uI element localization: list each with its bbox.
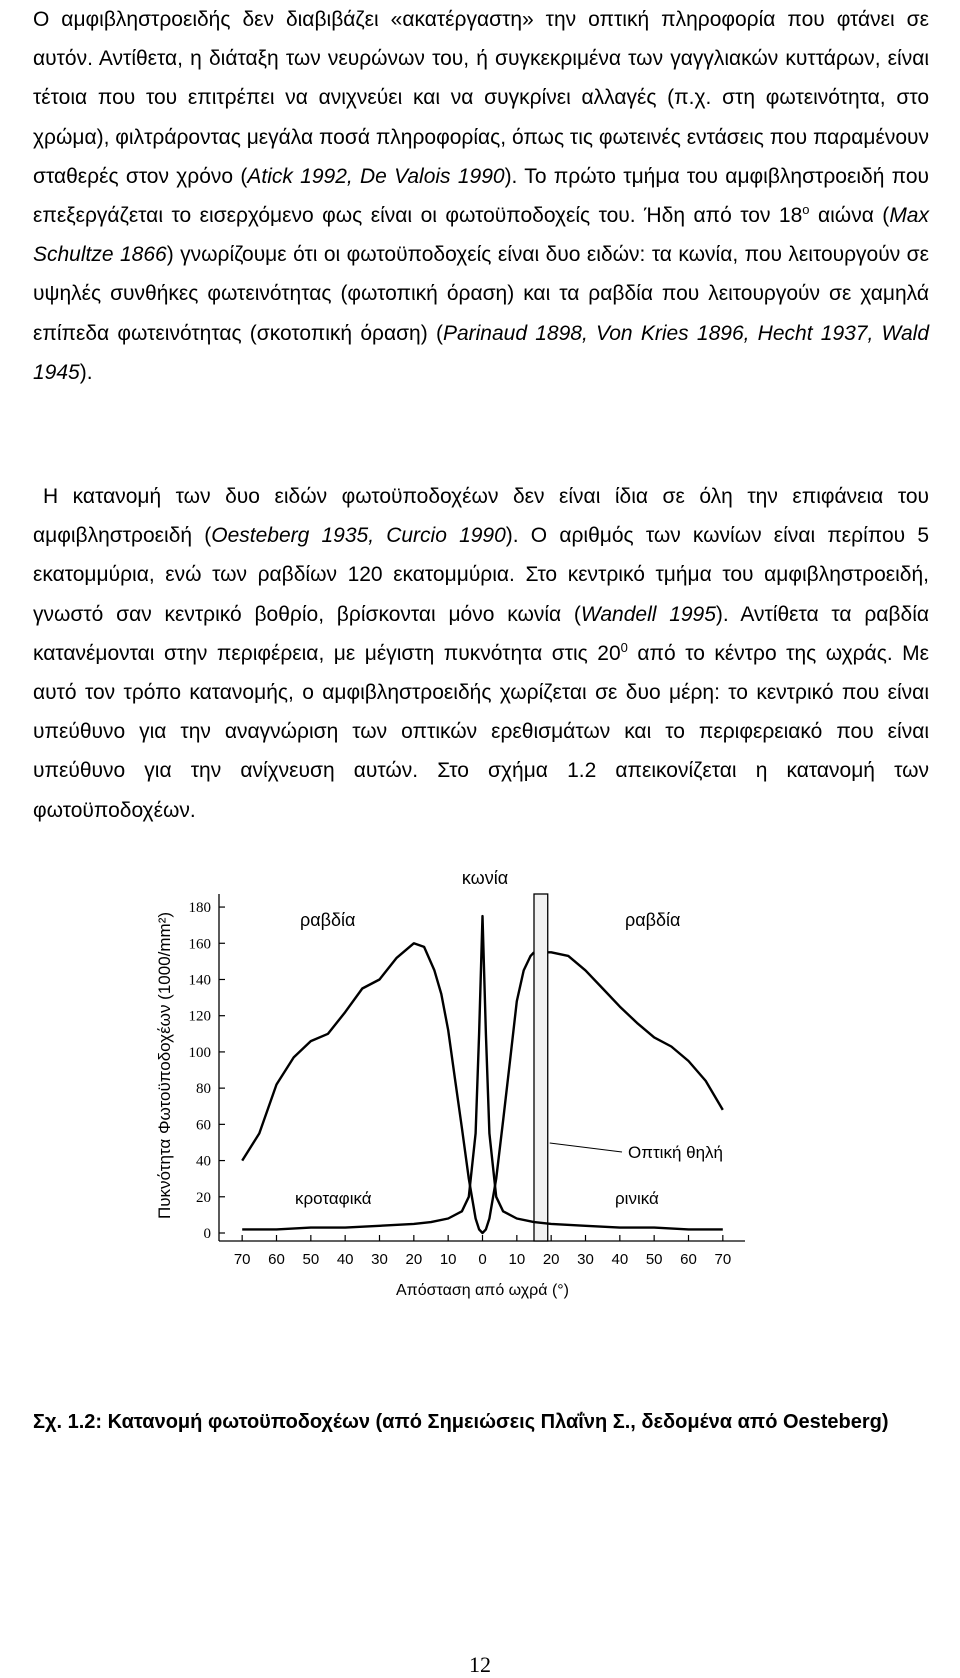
x-tick-label: 20 [542, 1251, 560, 1268]
y-tick-label: 20 [196, 1189, 211, 1206]
paragraph-1-text: Ο αμφιβληστροειδής δεν διαβιβάζει «ακατέργαστη» την οπτική πληροφορία που φτάνει σε αυτόν. Αντίθετα, η διάταξη των νευρώνων του, ή συγκεκριμένα των γαγγλιακών κυττάρων, είναι τέτοια που του επιτρέπει να ανιχνεύει και να συγκρίνει αλλαγές (π.χ. στη φωτεινότητα, στο χρώμα), φιλτράροντας μεγάλα ποσά πληροφορίας, όπως τις φωτεινές εντάσεις που παραμένουν σταθερές στον χρόνο ( [33, 8, 929, 188]
superscript: ο [802, 202, 810, 218]
optic-disc-band [534, 894, 548, 1241]
y-axis-label: Πυκνότητα Φωτοϋποδοχέων (1000/mm²) [155, 911, 174, 1220]
y-tick-label: 40 [196, 1153, 211, 1170]
paragraph-1-text: ). [79, 360, 93, 384]
y-tick-label: 80 [196, 1081, 211, 1098]
page-number: 12 [469, 1652, 491, 1677]
y-tick-label: 140 [188, 972, 211, 989]
x-tick-label: 30 [371, 1251, 388, 1268]
paragraph-1-text: ). Το πρώτο τμήμα του αμφιβληστροειδή που επεξεργάζεται το εισερχόμενο φως είναι οι φωτοϋποδοχείς του. Ήδη από τον 18 [33, 164, 930, 228]
paragraph-2-text: ). Αντίθετα τα ραβδία κατανέμονται στην περιφέρεια, με μέγιστη πυκνότητα στις 20 [33, 602, 929, 665]
y-tick-label: 0 [203, 1226, 211, 1242]
citation: Oesteberg 1935, Curcio 1990 [211, 524, 506, 548]
x-tick-label: 20 [405, 1251, 423, 1268]
paragraph-1-text: ) γνωρίζουμε ότι οι φωτοϋποδοχείς είναι δυο ειδών: τα κωνία, που λειτουργούν σε υψηλές συνθήκες φωτεινότητας (φωτοπική όραση) και τα ραβδία που λειτουργούν σε χαμηλά επίπεδα φωτεινότητας (σκοτοπική όραση) ( [33, 243, 929, 345]
photoreceptor-chart [150, 868, 920, 1420]
paragraph-1-text: αιώνα ( [809, 204, 890, 228]
x-tick-label: 70 [714, 1251, 732, 1268]
series-line-cones [242, 916, 723, 1229]
figure-caption: Σχ. 1.2: Κατανομή φωτοϋποδοχέων (από Σημειώσεις Πλαΐνη Σ., δεδομένα από Oesteberg) [33, 1411, 889, 1433]
x-tick-label: 40 [336, 1251, 354, 1268]
region-label-temporal: κροταφικά [295, 1189, 372, 1208]
x-tick-label: 50 [302, 1251, 320, 1268]
x-tick-label: 50 [645, 1251, 663, 1268]
x-tick-label: 30 [577, 1251, 594, 1268]
citation: Max Schultze 1866 [33, 204, 929, 267]
x-axis-label: Απόσταση από ωχρά (°) [396, 1282, 569, 1299]
x-tick-label: 60 [680, 1251, 697, 1268]
series-label-cones: κωνία [461, 868, 509, 888]
series-label-rods-left: ραβδία [300, 910, 356, 930]
paragraph-1 [33, 0, 929, 392]
optic-disc-label: Οπτική θηλή [628, 1143, 723, 1162]
paragraph-2 [33, 477, 929, 830]
paragraph-2-text: από το κέντρο της ωχράς. Με αυτό τον τρόπο κατανομής, ο αμφιβληστροειδής χωρίζεται σε δυο μέρη: το κεντρικό που είναι υπεύθυνο για την αναγνώριση των οπτικών ερεθισμάτων και το περιφερειακό που είναι υπεύθυνο για την ανίχνευση αυτών. Στο σχήμα 1.2 απεικονίζεται η κατανομή των φωτοϋποδοχέων. [33, 641, 930, 822]
series-label-rods-right: ραβδία [625, 910, 681, 930]
y-tick-label: 160 [188, 936, 211, 953]
region-label-nasal: ρινικά [615, 1189, 659, 1208]
x-tick-label: 70 [233, 1251, 251, 1268]
y-tick-label: 100 [188, 1044, 211, 1061]
paragraph-2-text: ). Ο αριθμός των κωνίων είναι περίπου 5 εκατομμύρια, ενώ των ραβδίων 120 εκατομμύρια. Στο κεντρικό τμήμα του αμφιβληστροειδή, γνωστό σαν κεντρικό βοθρίο, βρίσκονται μόνο κωνία ( [33, 524, 929, 626]
citation: Parinaud 1898, Von Kries 1896, Hecht 1937, Wald 1945 [33, 321, 930, 384]
x-tick-label: 60 [268, 1251, 285, 1268]
y-tick-label: 120 [188, 1008, 211, 1025]
citation: Atick 1992, De Valois 1990 [247, 164, 505, 188]
optic-disc-leader [550, 1143, 622, 1152]
series-line-rods [242, 943, 534, 1233]
chart-svg [150, 868, 920, 1420]
y-tick-label: 180 [188, 900, 211, 917]
x-tick-label: 40 [611, 1251, 629, 1268]
paragraph-2-text: Η κατανομή των δυο ειδών φωτοϋποδοχέων δεν είναι ίδια σε όλη την επιφάνεια του αμφιβληστροειδή ( [33, 485, 929, 548]
series-line-rods [548, 952, 723, 1110]
x-tick-label: 0 [478, 1251, 487, 1268]
citation: Wandell 1995 [580, 602, 716, 626]
x-tick-label: 10 [508, 1251, 526, 1268]
x-tick-label: 10 [439, 1251, 457, 1268]
superscript: 0 [620, 639, 628, 655]
y-tick-label: 60 [196, 1117, 211, 1134]
